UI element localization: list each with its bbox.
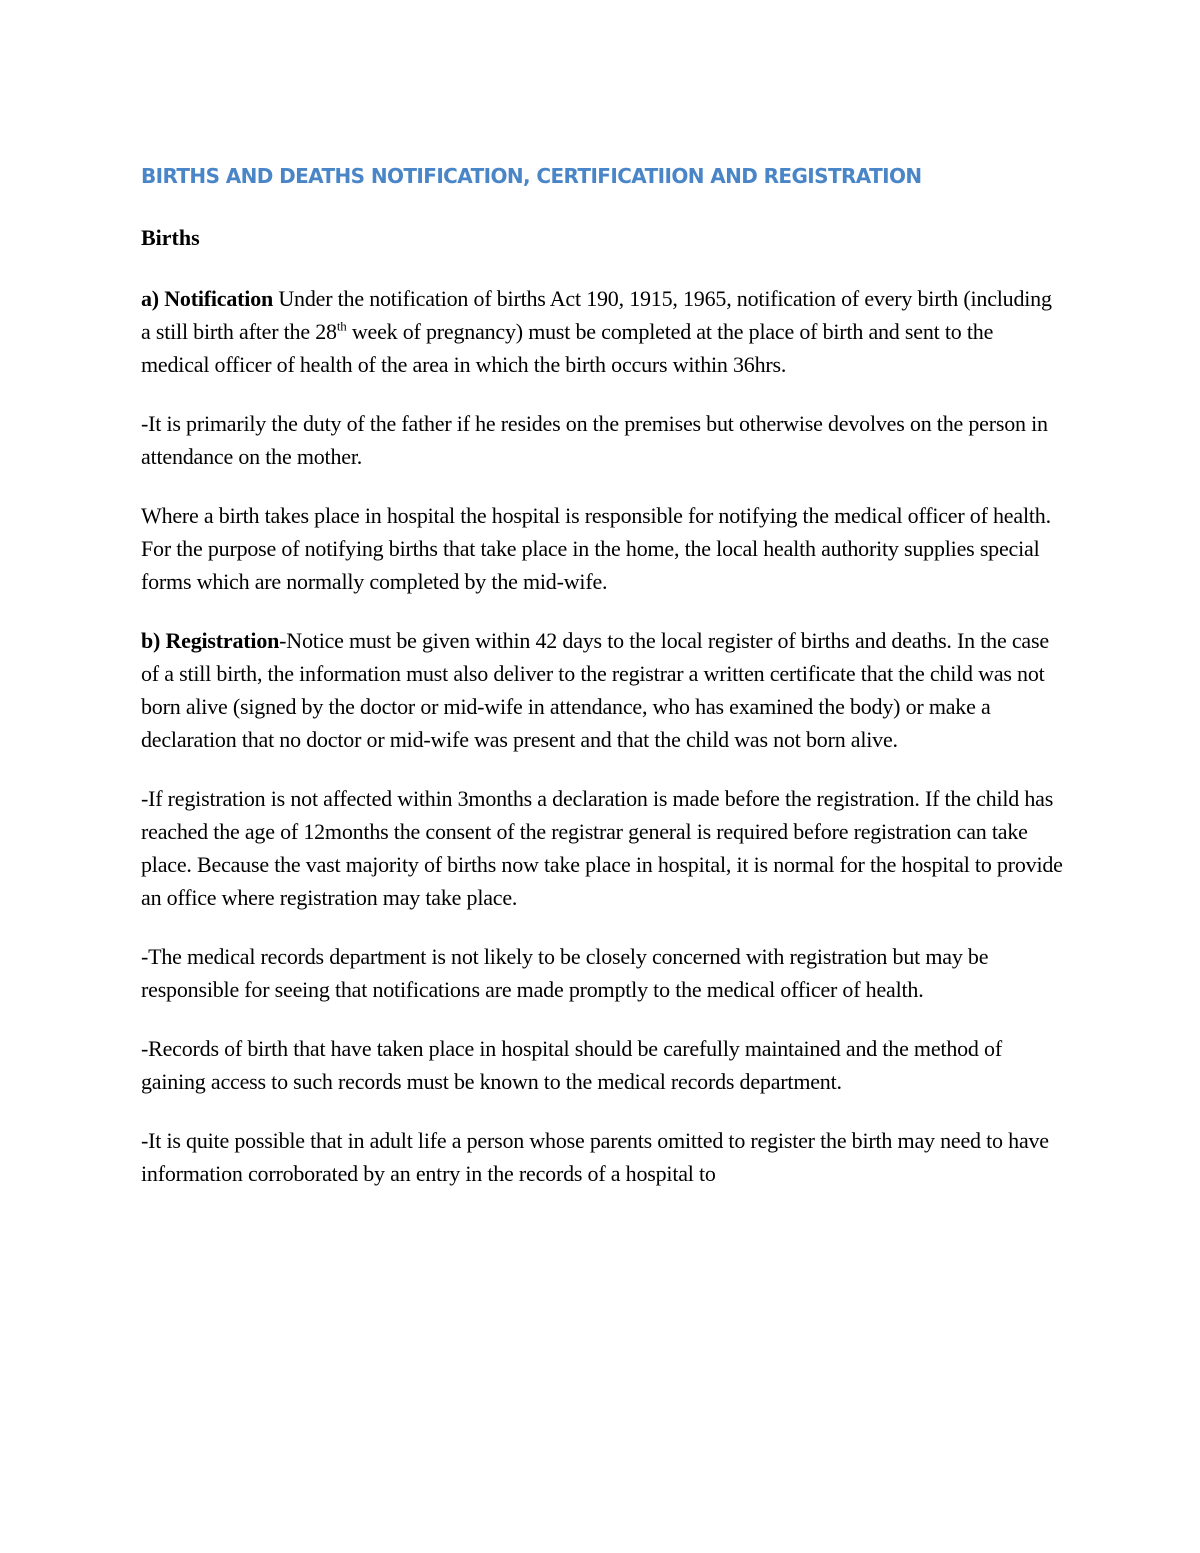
registration-label-prefix: b) bbox=[141, 628, 166, 653]
registration-label: Registration bbox=[165, 628, 280, 653]
paragraph-registration bbox=[141, 624, 1066, 756]
notification-text-part2: week of pregnancy) must be completed at the place of birth and sent to the medical officer of health of the area in which the birth occurs within 36hrs. bbox=[141, 319, 994, 377]
notification-text-part1: Under the notification of births Act 190, 1915, 1965, notification of every birth (including a still birth after the 28 bbox=[141, 286, 1052, 344]
paragraph-records-of-birth: -Records of birth that have taken place in hospital should be carefully maintained and the method of gaining access to such records must be known to the medical records department. bbox=[141, 1036, 1002, 1094]
registration-text: -Notice must be given within 42 days to the local register of births and deaths. In the case of a still birth, the information must also deliver to the registrar a written certificate that the child was not born alive (signed by the doctor or mid-wife in attendance, who has examined the body) or make a declaration that no doctor or mid-wife was present and that the child was not born alive. bbox=[141, 628, 1049, 752]
paragraph-records-department: -The medical records department is not likely to be closely concerned with registration but may be responsible for seeing that notifications are made promptly to the medical officer of health. bbox=[141, 944, 989, 1002]
notification-label: Notification bbox=[164, 286, 274, 311]
notification-label-prefix: a) bbox=[141, 286, 165, 311]
paragraph-hospital: Where a birth takes place in hospital the hospital is responsible for notifying the medical officer of health. For the purpose of notifying births that take place in the home, the local health authority supplies special forms which are normally completed by the mid-wife. bbox=[141, 503, 1051, 594]
notification-superscript: th bbox=[336, 318, 347, 334]
paragraph-adult-life: -It is quite possible that in adult life a person whose parents omitted to register the birth may need to have information corroborated by an entry in the records of a hospital to bbox=[141, 1128, 1049, 1186]
paragraph-3months: -If registration is not affected within 3months a declaration is made before the registration. If the child has reached the age of 12months the consent of the registrar general is required before registration can take place. Because the vast majority of births now take place in hospital, it is normal for the hospital to provide an office where registration may take place. bbox=[141, 786, 1063, 910]
paragraph-notification bbox=[141, 282, 1066, 381]
paragraph-duty: -It is primarily the duty of the father if he resides on the premises but otherwise devolves on the person in attendance on the mother. bbox=[141, 411, 1048, 469]
document-body bbox=[141, 160, 1066, 1216]
section-heading-births: Births bbox=[141, 225, 200, 250]
document-title: BIRTHS AND DEATHS NOTIFICATION, CERTIFICATIION AND REGISTRATION bbox=[141, 164, 922, 188]
